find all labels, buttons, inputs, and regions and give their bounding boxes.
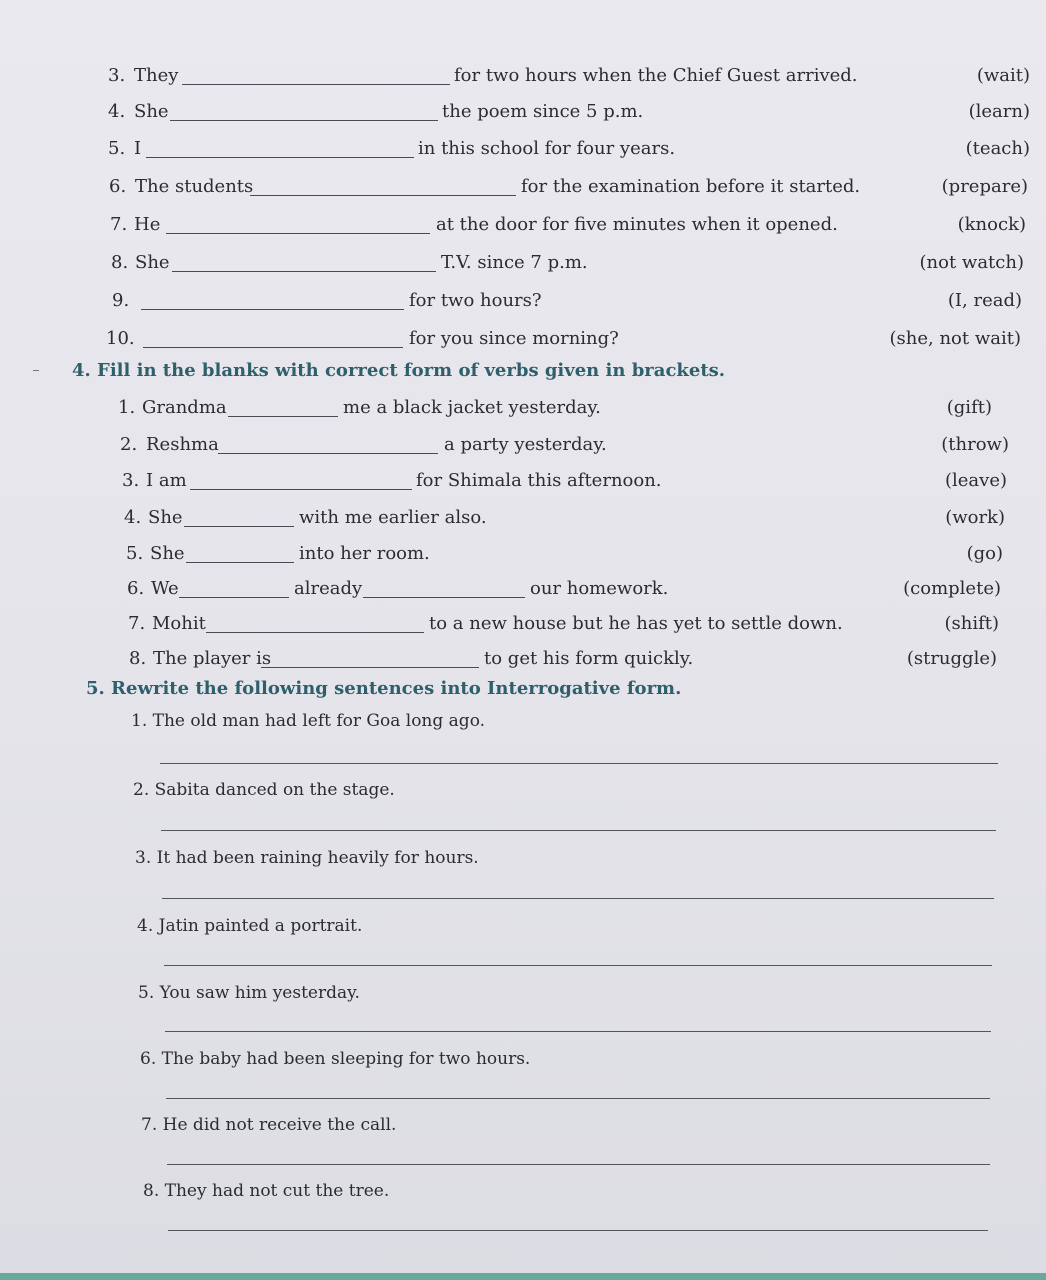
item-number: 6. — [140, 1049, 157, 1069]
s5-item-4 — [137, 916, 362, 936]
item-lead: She — [135, 252, 170, 273]
item-number: 6. — [127, 578, 145, 599]
s3-item-8 — [111, 251, 1027, 281]
s3-item-4 — [108, 100, 1033, 130]
s3-item-6 — [109, 175, 1031, 205]
item-tail: with me earlier also. — [299, 507, 487, 528]
s4-item-4 — [124, 506, 1008, 536]
item-number: 7. — [128, 613, 146, 634]
item-lead: We — [151, 578, 179, 599]
verb-hint: (complete) — [903, 578, 1001, 599]
item-lead: They — [134, 65, 179, 86]
answer-line-2[interactable] — [161, 830, 996, 831]
item-number: 1. — [131, 711, 148, 731]
item-tail: me a black jacket yesterday. — [343, 397, 601, 418]
item-sentence: He did not receive the call. — [162, 1115, 397, 1135]
verb-hint: (leave) — [944, 470, 1007, 491]
item-number: 8. — [143, 1181, 160, 1201]
verb-hint: (wait) — [976, 65, 1030, 86]
section-5-heading: 5. Rewrite the following sentences into Interrogative form. — [86, 678, 682, 699]
answer-blank[interactable] — [172, 271, 436, 272]
s4-item-6 — [127, 577, 1004, 607]
item-number: 3. — [108, 65, 126, 86]
verb-hint: (learn) — [968, 101, 1030, 122]
s4-item-7 — [128, 612, 1002, 642]
answer-line-8[interactable] — [168, 1230, 988, 1231]
verb-hint: (throw) — [941, 434, 1009, 455]
answer-line-7[interactable] — [167, 1164, 990, 1165]
item-tail: in this school for four years. — [418, 138, 676, 159]
s5-item-5 — [138, 983, 360, 1003]
item-tail: the poem since 5 p.m. — [442, 101, 644, 122]
item-number: 9. — [112, 290, 130, 311]
verb-hint: (gift) — [946, 397, 992, 418]
item-lead: Grandma — [142, 397, 227, 418]
verb-hint: (knock) — [957, 214, 1026, 235]
item-lead: He — [134, 214, 161, 235]
answer-line-4[interactable] — [164, 965, 992, 966]
item-sentence: The old man had left for Goa long ago. — [152, 711, 486, 731]
answer-line-1[interactable] — [160, 763, 998, 764]
s5-item-1 — [131, 711, 485, 731]
item-tail: for two hours? — [409, 290, 542, 311]
answer-blank[interactable] — [184, 526, 294, 527]
item-tail: to get his form quickly. — [484, 648, 694, 669]
verb-hint: (work) — [945, 507, 1005, 528]
answer-blank[interactable] — [228, 416, 338, 417]
item-number: 4. — [108, 101, 126, 122]
answer-blank[interactable] — [206, 632, 424, 633]
answer-line-3[interactable] — [162, 898, 994, 899]
verb-hint: (shift) — [944, 613, 999, 634]
s3-item-7 — [110, 213, 1029, 243]
verb-hint: (go) — [966, 543, 1003, 564]
answer-blank[interactable] — [166, 233, 430, 234]
answer-blank[interactable] — [261, 667, 479, 668]
item-tail: our homework. — [530, 578, 669, 599]
item-lead: I — [134, 138, 142, 159]
item-lead: I am — [146, 470, 187, 491]
item-number: 8. — [111, 252, 129, 273]
margin-dash — [33, 370, 39, 371]
s4-item-3 — [122, 469, 1010, 499]
answer-blank[interactable] — [186, 562, 294, 563]
item-sentence: Sabita danced on the stage. — [154, 780, 395, 800]
answer-blank[interactable] — [190, 489, 412, 490]
answer-line-5[interactable] — [165, 1031, 991, 1032]
answer-blank[interactable] — [141, 309, 404, 310]
item-middle: already — [294, 578, 363, 599]
verb-hint: (teach) — [965, 138, 1030, 159]
item-number: 10. — [106, 328, 135, 349]
s4-item-2 — [120, 433, 1012, 463]
s3-item-3 — [108, 64, 1033, 94]
answer-blank[interactable] — [218, 453, 438, 454]
item-sentence: They had not cut the tree. — [164, 1181, 390, 1201]
item-tail: T.V. since 7 p.m. — [441, 252, 588, 273]
section-4-heading: 4. Fill in the blanks with correct form of verbs given in brackets. — [72, 360, 726, 381]
item-sentence: It had been raining heavily for hours. — [156, 848, 479, 868]
answer-blank[interactable] — [143, 347, 403, 348]
answer-blank[interactable] — [170, 120, 438, 121]
item-tail: for the examination before it started. — [521, 176, 861, 197]
item-tail: for you since morning? — [409, 328, 619, 349]
item-tail: for two hours when the Chief Guest arrived. — [454, 65, 858, 86]
item-number: 5. — [108, 138, 126, 159]
item-number: 6. — [109, 176, 127, 197]
verb-hint: (not watch) — [919, 252, 1024, 273]
item-number: 4. — [137, 916, 154, 936]
item-number: 3. — [122, 470, 140, 491]
item-number: 8. — [129, 648, 147, 669]
verb-hint: (she, not wait) — [889, 328, 1021, 349]
s5-item-6 — [140, 1049, 530, 1069]
item-number: 5. — [138, 983, 155, 1003]
answer-blank[interactable] — [182, 84, 450, 85]
item-number: 7. — [110, 214, 128, 235]
item-number: 2. — [133, 780, 150, 800]
s3-item-5 — [108, 137, 1033, 167]
s4-item-1 — [118, 396, 1014, 426]
answer-blank-1[interactable] — [179, 597, 289, 598]
s5-item-2 — [133, 780, 395, 800]
s4-item-5 — [126, 542, 1006, 572]
s5-item-3 — [135, 848, 479, 868]
s5-item-8 — [143, 1181, 389, 1201]
item-tail: at the door for five minutes when it opened. — [436, 214, 838, 235]
page-bottom-strip — [0, 1273, 1046, 1280]
item-sentence: The baby had been sleeping for two hours. — [161, 1049, 531, 1069]
item-number: 5. — [126, 543, 144, 564]
item-tail: a party yesterday. — [444, 434, 607, 455]
item-tail: into her room. — [299, 543, 430, 564]
verb-hint: (prepare) — [941, 176, 1028, 197]
item-tail: for Shimala this afternoon. — [416, 470, 662, 491]
item-number: 7. — [141, 1115, 158, 1135]
item-sentence: You saw him yesterday. — [159, 983, 360, 1003]
item-number: 3. — [135, 848, 152, 868]
verb-hint: (I, read) — [947, 290, 1022, 311]
answer-line-6[interactable] — [166, 1098, 990, 1099]
s4-item-8 — [129, 647, 1000, 677]
item-number: 1. — [118, 397, 136, 418]
s5-item-7 — [141, 1115, 396, 1135]
s3-item-9 — [112, 289, 1025, 319]
item-lead: She — [150, 543, 185, 564]
item-number: 2. — [120, 434, 138, 455]
answer-blank[interactable] — [250, 195, 516, 196]
item-lead: She — [148, 507, 183, 528]
item-lead: The students — [135, 176, 254, 197]
verb-hint: (struggle) — [906, 648, 997, 669]
item-sentence: Jatin painted a portrait. — [158, 916, 363, 936]
item-number: 4. — [124, 507, 142, 528]
answer-blank[interactable] — [146, 157, 414, 158]
s3-item-10 — [106, 327, 1024, 357]
answer-blank-2[interactable] — [363, 597, 525, 598]
item-lead: Reshma — [146, 434, 219, 455]
item-lead: She — [134, 101, 169, 122]
item-lead: Mohit — [152, 613, 206, 634]
item-lead: The player is — [153, 648, 272, 669]
item-tail: to a new house but he has yet to settle down. — [429, 613, 843, 634]
